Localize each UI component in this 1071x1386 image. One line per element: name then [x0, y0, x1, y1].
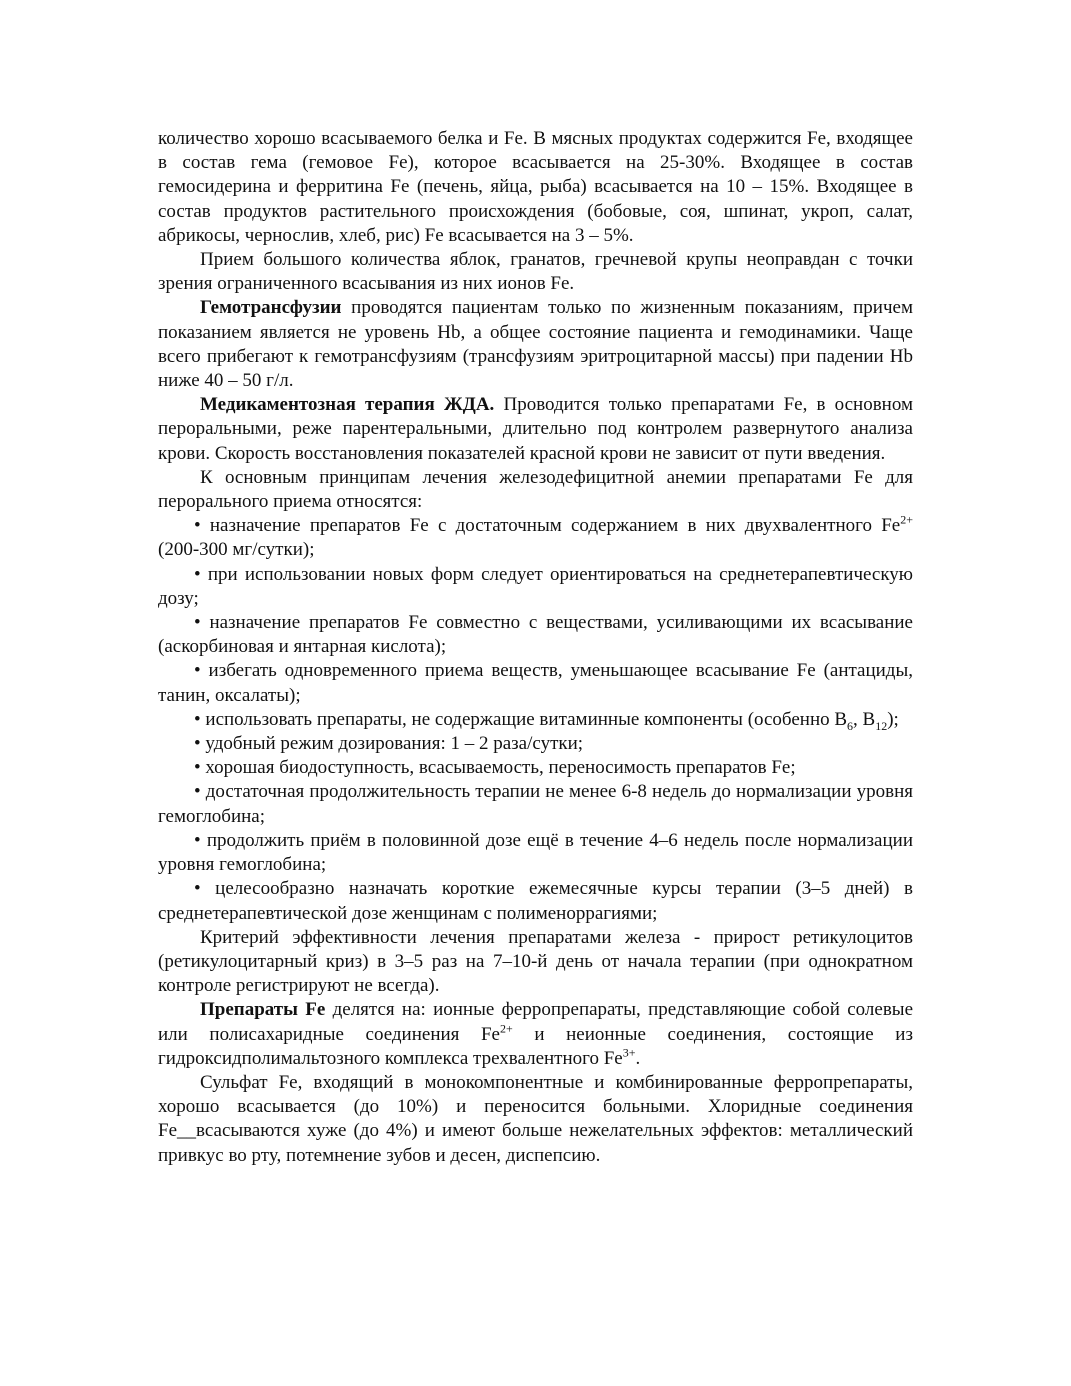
bullet-item-half-dose: • продолжить приём в половинной дозе ещё в течение 4–6 недель после нормализации уровня гемоглобина; [158, 829, 913, 876]
bullet-text: (200-300 мг/сутки); [158, 539, 315, 561]
bullet-item-new-forms: • при использовании новых форм следует ориентироваться на среднетерапевтическую дозу; [158, 563, 913, 609]
paragraph-iron-absorption: количество хорошо всасываемого белка и Fe. В мясных продуктах содержится Fe, входящее в состав гема (гемовое Fe), которое всасывается на 25-30%. Входящее в состав гемосидерина и ферритина Fe (печень, яйца, рыба) всасывается на 10 – 15%. Входящее в состав продуктов растительного происхождения (бобовые, соя, шпинат, укроп, салат, абрикосы, чернослив, хлеб, рис) Fe всасывается на 3 – 5%. [158, 128, 913, 246]
bullet-item-duration: • достаточная продолжительность терапии не менее 6-8 недель до нормализации уровня гемоглобина; [158, 781, 913, 827]
paragraph-text: делятся на: ионные ферропрепараты, представляющие собой солевые или полисахаридные соединения Fe [158, 999, 914, 1045]
subscript: 12 [875, 718, 888, 733]
bullet-item-short-courses: • целесообразно назначать короткие ежемесячные курсы терапии (3–5 дней) в среднетерапевтической дозе женщинам с полименоррагиями; [158, 878, 913, 924]
paragraph-text: и неионные соединения, состоящие из гидроксидполимальтозного комплекса трехвалентного Fe [158, 1023, 913, 1069]
superscript: 2+ [900, 512, 913, 527]
paragraph-drug-therapy [158, 393, 913, 466]
term-hemotransfusion: Гемотрансфузии [200, 297, 342, 319]
bullet-item-no-vitamins [158, 708, 913, 732]
term-iron-preparations: Препараты Fe [200, 999, 326, 1021]
paragraph-drug-therapy-text: Проводится только препаратами Fe, в основном пероральными, реже парентеральными, длительно под контролем развернутого анализа крови. Скорость восстановления показателей красной крови не зависит от пути введения. [158, 394, 914, 464]
bullet-item-dosing: • удобный режим дозирования: 1 – 2 раза/сутки; [194, 733, 584, 755]
superscript: 3+ [622, 1045, 636, 1060]
bullet-text: • использовать препараты, не содержащие витаминные компоненты (особенно B [194, 708, 848, 730]
paragraph-efficacy-criterion: Критерий эффективности лечения препаратами железа - прирост ретикулоцитов (ретикулоцитарный криз) в 3–5 раз на 7–10-й день от начала терапии (при однократном контроле регистрируют не всегда). [158, 926, 913, 997]
paragraph-principles-intro: К основным принципам лечения железодефицитной анемии препаратами Fe для перорального приема относятся: [158, 466, 913, 513]
subscript: 6 [847, 718, 854, 733]
paragraph-hemotransfusion-text: проводятся пациентам только по жизненным показаниям, причем показанием является не уровень Hb, а общее состояние пациента и гемодинамики. Чаще всего прибегают к гемотрансфузиям (трансфузиям эритроцитарной массы) при падении Hb ниже 40 – 50 г/л. [158, 297, 913, 392]
bullet-text: , B [853, 708, 876, 730]
paragraph-iron-preparations [158, 998, 913, 1071]
paragraph-hemotransfusion [158, 296, 913, 393]
bullet-item-bioavailability: • хорошая биодоступность, всасываемость, переносимость препаратов Fe; [194, 757, 796, 779]
bullet-item-divalent-iron [158, 514, 913, 562]
bullet-text: • назначение препаратов Fe с достаточным содержанием в них двухвалентного Fe [194, 515, 901, 537]
bullet-text: ); [887, 708, 899, 730]
paragraph-fruit-intake: Прием большого количества яблок, гранатов, гречневой крупы неоправдан с точки зрения ограниченного всасывания из них ионов Fe. [158, 249, 913, 295]
bullet-item-enhancers: • назначение препаратов Fe совместно с веществами, усиливающими их всасывание (аскорбиновая и янтарная кислота); [158, 612, 913, 658]
term-drug-therapy: Медикаментозная терапия ЖДА. [200, 394, 495, 416]
document-page [158, 127, 913, 1168]
bullet-item-avoid-inhibitors: • избегать одновременного приема веществ, уменьшающее всасывание Fe (антациды, танин, оксалаты); [158, 660, 913, 706]
paragraph-text: . [635, 1047, 641, 1069]
superscript: 2+ [500, 1021, 513, 1036]
paragraph-iron-sulfate: Сульфат Fe, входящий в монокомпонентные и комбинированные ферропрепараты, хорошо всасывается (до 10%) и переносится больными. Хлоридные соединения Fe__всасываются хуже (до 4%) и имеют больше нежелательных эффектов: металлический привкус во рту, потемнение зубов и десен, диспепсию. [158, 1071, 913, 1166]
